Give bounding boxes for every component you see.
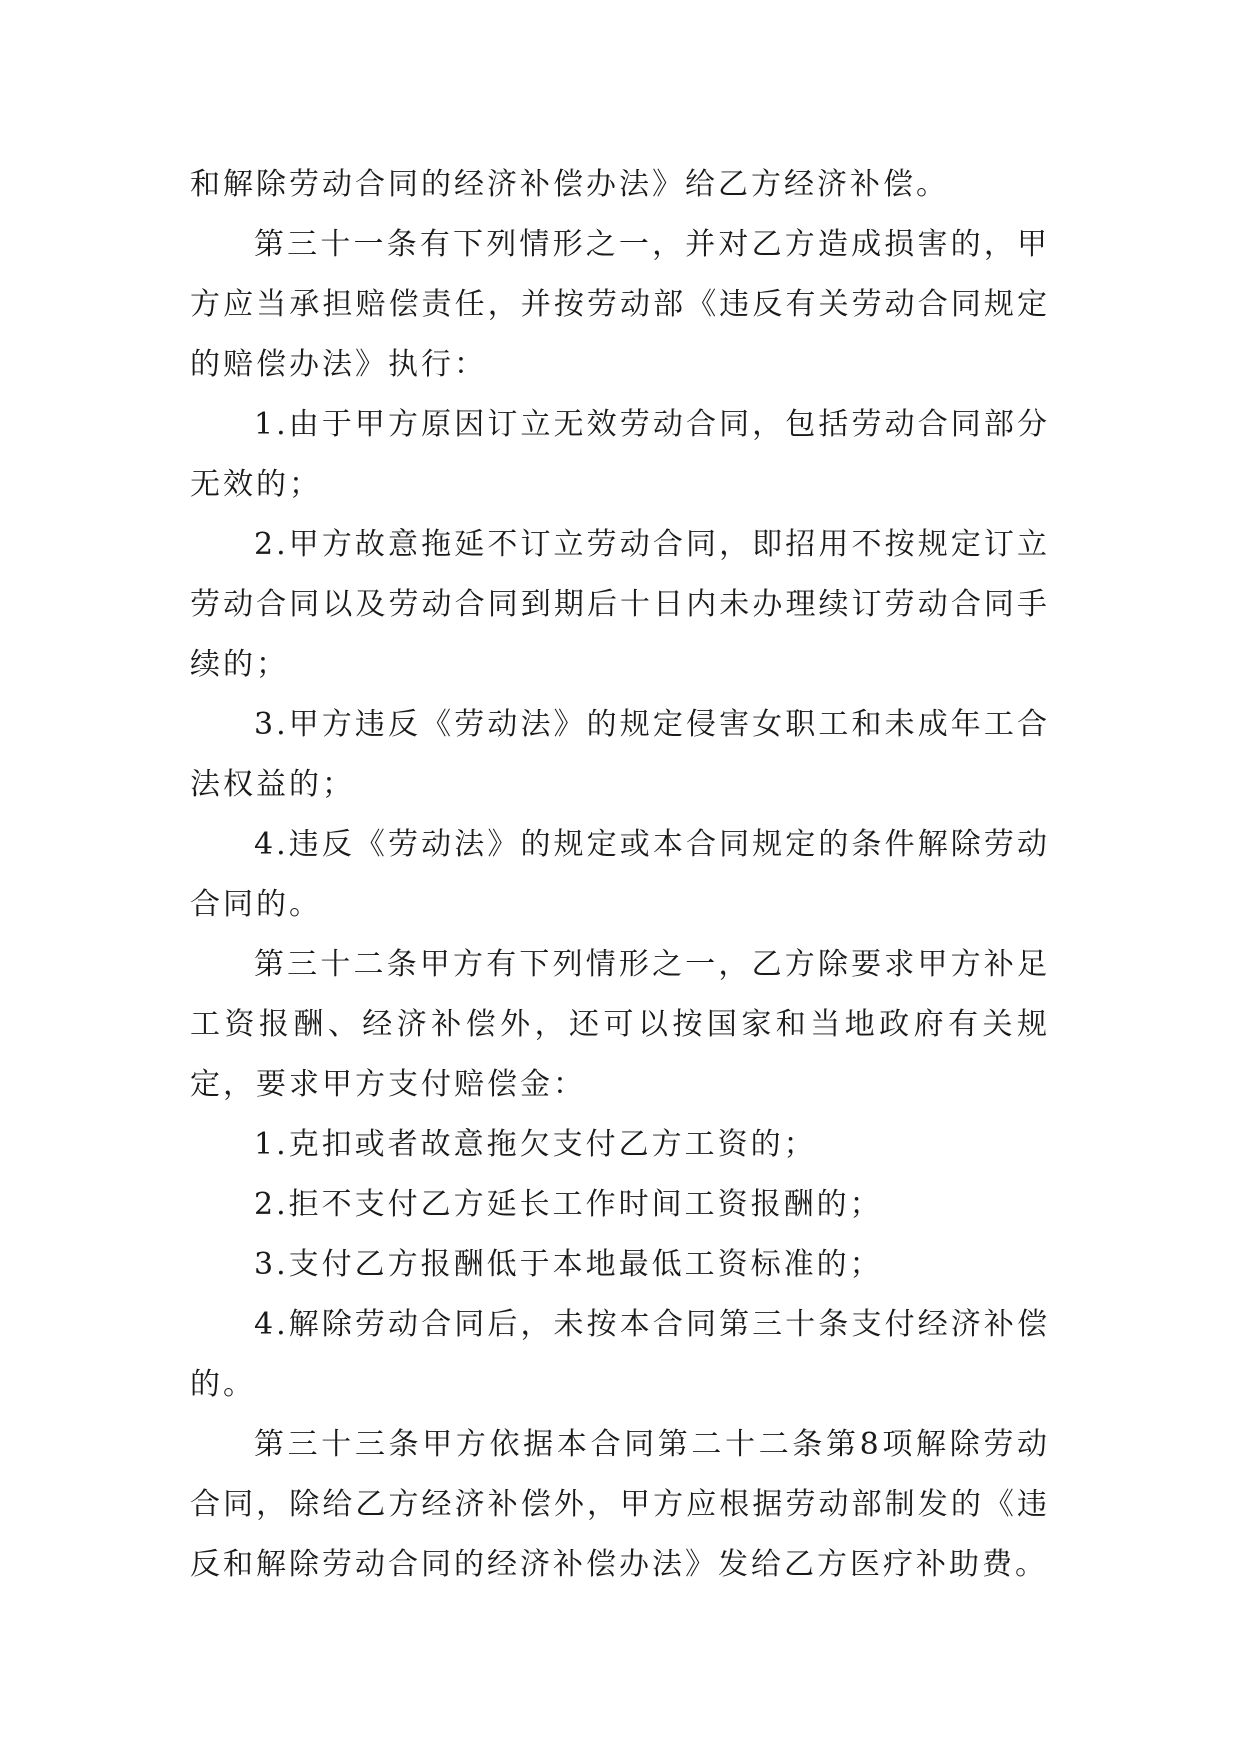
article-32-item-1: 1.克扣或者故意拖欠支付乙方工资的； [254,1127,817,1162]
article-31-item-2: 2.甲方故意拖延不订立劳动合同，即招用不按规定订立劳动合同以及劳动合同到期后十日内未办理续订劳动合同手续的； [190,527,1050,682]
paragraph-article-32: 第三十二条甲方有下列情形之一，乙方除要求甲方补足工资报酬、经济补偿外，还可以按国家和当地政府有关规定，要求甲方支付赔偿金： [190,947,1050,1102]
article-31-item-3: 3.甲方违反《劳动法》的规定侵害女职工和未成年工合法权益的； [190,707,1050,802]
article-31-item-4: 4.违反《劳动法》的规定或本合同规定的条件解除劳动合同的。 [190,827,1050,922]
paragraph-article-33: 第三十三条甲方依据本合同第二十二条第8项解除劳动合同，除给乙方经济补偿外，甲方应根据劳动部制发的《违反和解除劳动合同的经济补偿办法》发给乙方医疗补助费。 [190,1427,1050,1582]
paragraph-article-31: 第三十一条有下列情形之一，并对乙方造成损害的，甲方应当承担赔偿责任，并按劳动部《违反有关劳动合同规定的赔偿办法》执行： [190,227,1050,382]
document-body [190,155,1050,1595]
article-31-item-1: 1.由于甲方原因订立无效劳动合同，包括劳动合同部分无效的； [190,407,1050,502]
article-32-item-2: 2.拒不支付乙方延长工作时间工资报酬的； [254,1187,883,1222]
paragraph-continuation: 和解除劳动合同的经济补偿办法》给乙方经济补偿。 [190,167,949,202]
article-32-item-3: 3.支付乙方报酬低于本地最低工资标准的； [254,1247,883,1282]
article-32-item-4: 4.解除劳动合同后，未按本合同第三十条支付经济补偿的。 [190,1307,1050,1402]
